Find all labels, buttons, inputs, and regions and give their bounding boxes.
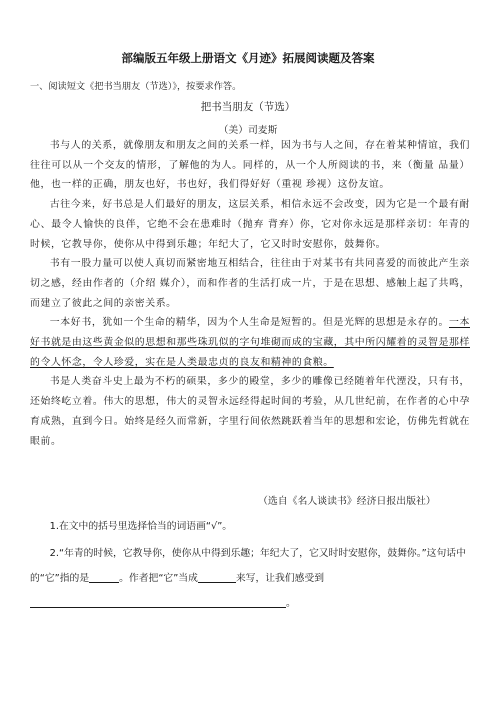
paragraph-4-text: 一本好书，犹如一个生命的精华，因为个人生命是短暂的。但是光辉的思想是永存的。 (49, 317, 450, 329)
section-instruction: 一、阅读短文《把书当朋友（节选）》，按要求作答。 (30, 81, 242, 92)
paragraph-2: 古往今来，好书总是人们最好的朋友，这层关系，相信永远不会改变，因为它是一个最有耐心、最令人愉快的良伴，它绝不会在患难时（抛弃 背弃）你，它对你永远是那样亲切：年青的时候，它教导你，使你从中得到乐趣；年纪大了，它又时时安慰你，鼓舞你。 (30, 199, 470, 250)
paragraph-4 (30, 313, 470, 372)
article-title: 把书当朋友（节选） (200, 101, 296, 113)
question-2-part-b: 。作者把“它”当成 (119, 573, 198, 584)
article-body (30, 136, 470, 451)
question-1-text: 1.在文中的括号里选择恰当的词语画“√”。 (49, 521, 233, 532)
question-2-part-d: 。 (286, 598, 296, 609)
document-title: 部编版五年级上册语文《月迹》拓展阅读题及答案 (121, 51, 375, 65)
article-source: （选自《名人谈读书》经济日报出版社） (258, 496, 436, 507)
paragraph-5: 书是人类奋斗史上最为不朽的硕果，多少的殿堂，多少的雕像已经随着年代湮没，只有书，还始终屹立着。伟大的思想，伟大的灵智永远经得起时间的考验，从几世纪前，在作者的心中孕育成熟，直到今日。始终是经久而常新，字里行间依然跳跃着当年的思想和宏论，仿佛先哲就在眼前。 (30, 376, 470, 447)
question-2 (30, 541, 470, 616)
paragraph-3: 书有一股力量可以使人真切而紧密地互相结合，往往由于对某书有共同喜爱的而彼此产生亲切之感，经由作者的（介绍 媒介），而和作者的生活打成一片，于是在思想、感触上起了共鸣，而建立了彼此之间的亲密关系。 (30, 258, 470, 309)
answer-blank-1[interactable] (89, 571, 119, 583)
question-2-text (30, 541, 470, 616)
question-1 (30, 514, 470, 539)
answer-blank-2[interactable] (198, 571, 236, 583)
question-2-part-a: 2.“年青的时候，它教导你，使你从中得到乐趣；年纪大了，它又时时安慰你，鼓舞你。”这句话中的“它”指的是 (30, 548, 466, 584)
underlined-sentence: 一本好书就是由这些黄金似的思想和那些珠玑似的字句堆砌而成的宝藏，其中所闪耀着的灵智是那样的令人怀念，令人珍爱，实在是人类最忠贞的良友和精神的食粮。 (30, 317, 470, 368)
question-2-part-c: 来写，让我们感受到 (235, 573, 325, 584)
article-author: （美）司麦斯 (218, 125, 278, 136)
answer-blank-3[interactable] (30, 596, 286, 608)
paragraph-1: 书与人的关系，就像朋友和朋友之间的关系一样，因为书与人之间，存在着某种情谊，我们往往可以从一个交友的情形，了解他的为人。同样的，从一个人所阅读的书，来（衡量 品量）他，也一样的正确，朋友也好，书也好，我们得好好（重视 珍视）这份友谊。 (30, 140, 470, 191)
